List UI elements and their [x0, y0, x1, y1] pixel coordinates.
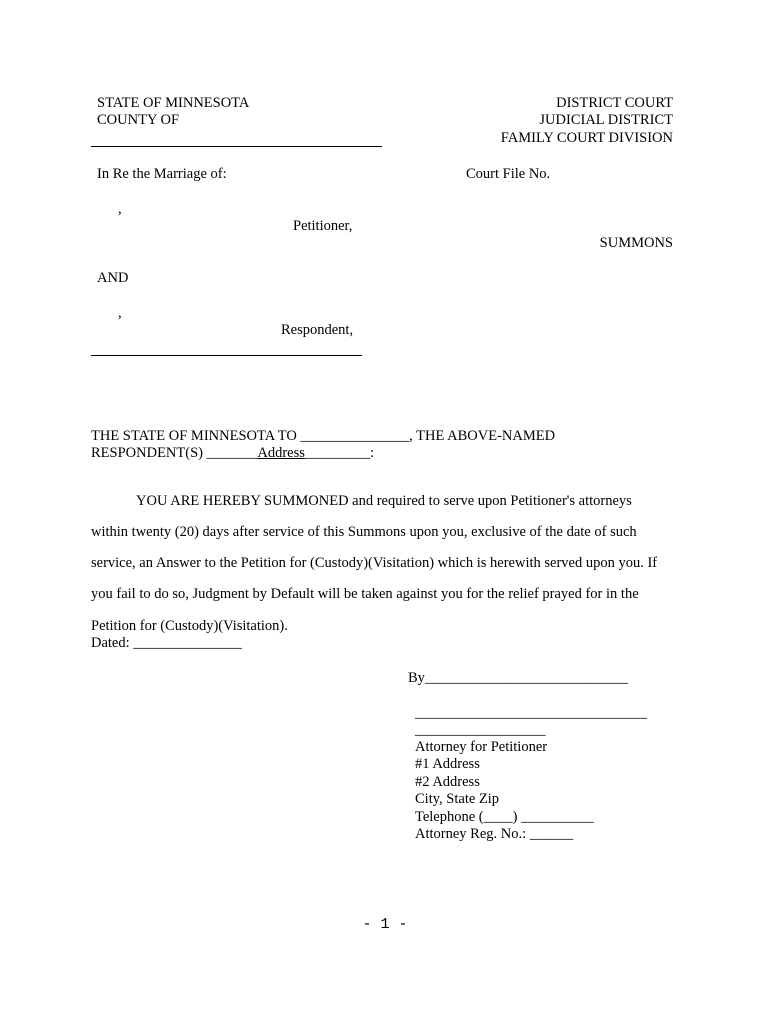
- addressee-line-1: THE STATE OF MINNESOTA TO _______________, THE ABOVE-NAMED: [91, 428, 556, 444]
- respondent-name-comma: ,: [118, 305, 122, 321]
- county-label: COUNTY OF: [97, 112, 180, 128]
- attorney-firm-line: __________________: [415, 722, 546, 738]
- petitioner-name-comma: ,: [118, 201, 122, 217]
- attorney-city-state-zip: City, State Zip: [415, 791, 500, 807]
- summons-body-line-5: Petition for (Custody)(Visitation).: [91, 618, 288, 634]
- page-number: - 1 -: [362, 916, 408, 933]
- respondent-prefix: RESPONDENT(S) _______: [91, 445, 258, 461]
- attorney-address-1: #1 Address: [415, 756, 480, 772]
- respondent-suffix: _________:: [304, 445, 375, 461]
- summons-body-line-4: you fail to do so, Judgment by Default will be taken against you for the relief prayed for in the: [91, 586, 639, 602]
- attorney-telephone: Telephone (____) __________: [415, 809, 594, 825]
- state-label: STATE OF MINNESOTA: [97, 95, 250, 111]
- summons-body-line-1: YOU ARE HEREBY SUMMONED and required to serve upon Petitioner's attorneys: [136, 493, 632, 509]
- division-label: FAMILY COURT DIVISION: [500, 130, 673, 146]
- attorney-address-2: #2 Address: [415, 774, 480, 790]
- attorney-name-line: ________________________________: [415, 705, 647, 721]
- addressee-line-2: [91, 445, 374, 462]
- county-underline: [91, 146, 382, 147]
- in-re-label: In Re the Marriage of:: [97, 166, 227, 182]
- summons-body-line-2: within twenty (20) days after service of this Summons upon you, exclusive of the date of such: [91, 524, 637, 540]
- and-label: AND: [97, 270, 129, 286]
- respondent-address: Address: [257, 445, 305, 461]
- dated-line: Dated: _______________: [91, 635, 243, 651]
- signature-by-line: By____________________________: [408, 670, 628, 686]
- caption-divider: [91, 355, 362, 356]
- petitioner-label: Petitioner,: [293, 218, 353, 234]
- judicial-district-label: JUDICIAL DISTRICT: [539, 112, 673, 128]
- attorney-title: Attorney for Petitioner: [415, 739, 548, 755]
- respondent-label: Respondent,: [281, 322, 354, 338]
- court-file-label: Court File No.: [466, 166, 551, 182]
- summons-body-line-3: service, an Answer to the Petition for (Custody)(Visitation) which is herewith served upon you. If: [91, 555, 658, 571]
- attorney-reg-number: Attorney Reg. No.: ______: [415, 826, 574, 842]
- document-title: SUMMONS: [599, 235, 673, 251]
- court-label: DISTRICT COURT: [556, 95, 673, 111]
